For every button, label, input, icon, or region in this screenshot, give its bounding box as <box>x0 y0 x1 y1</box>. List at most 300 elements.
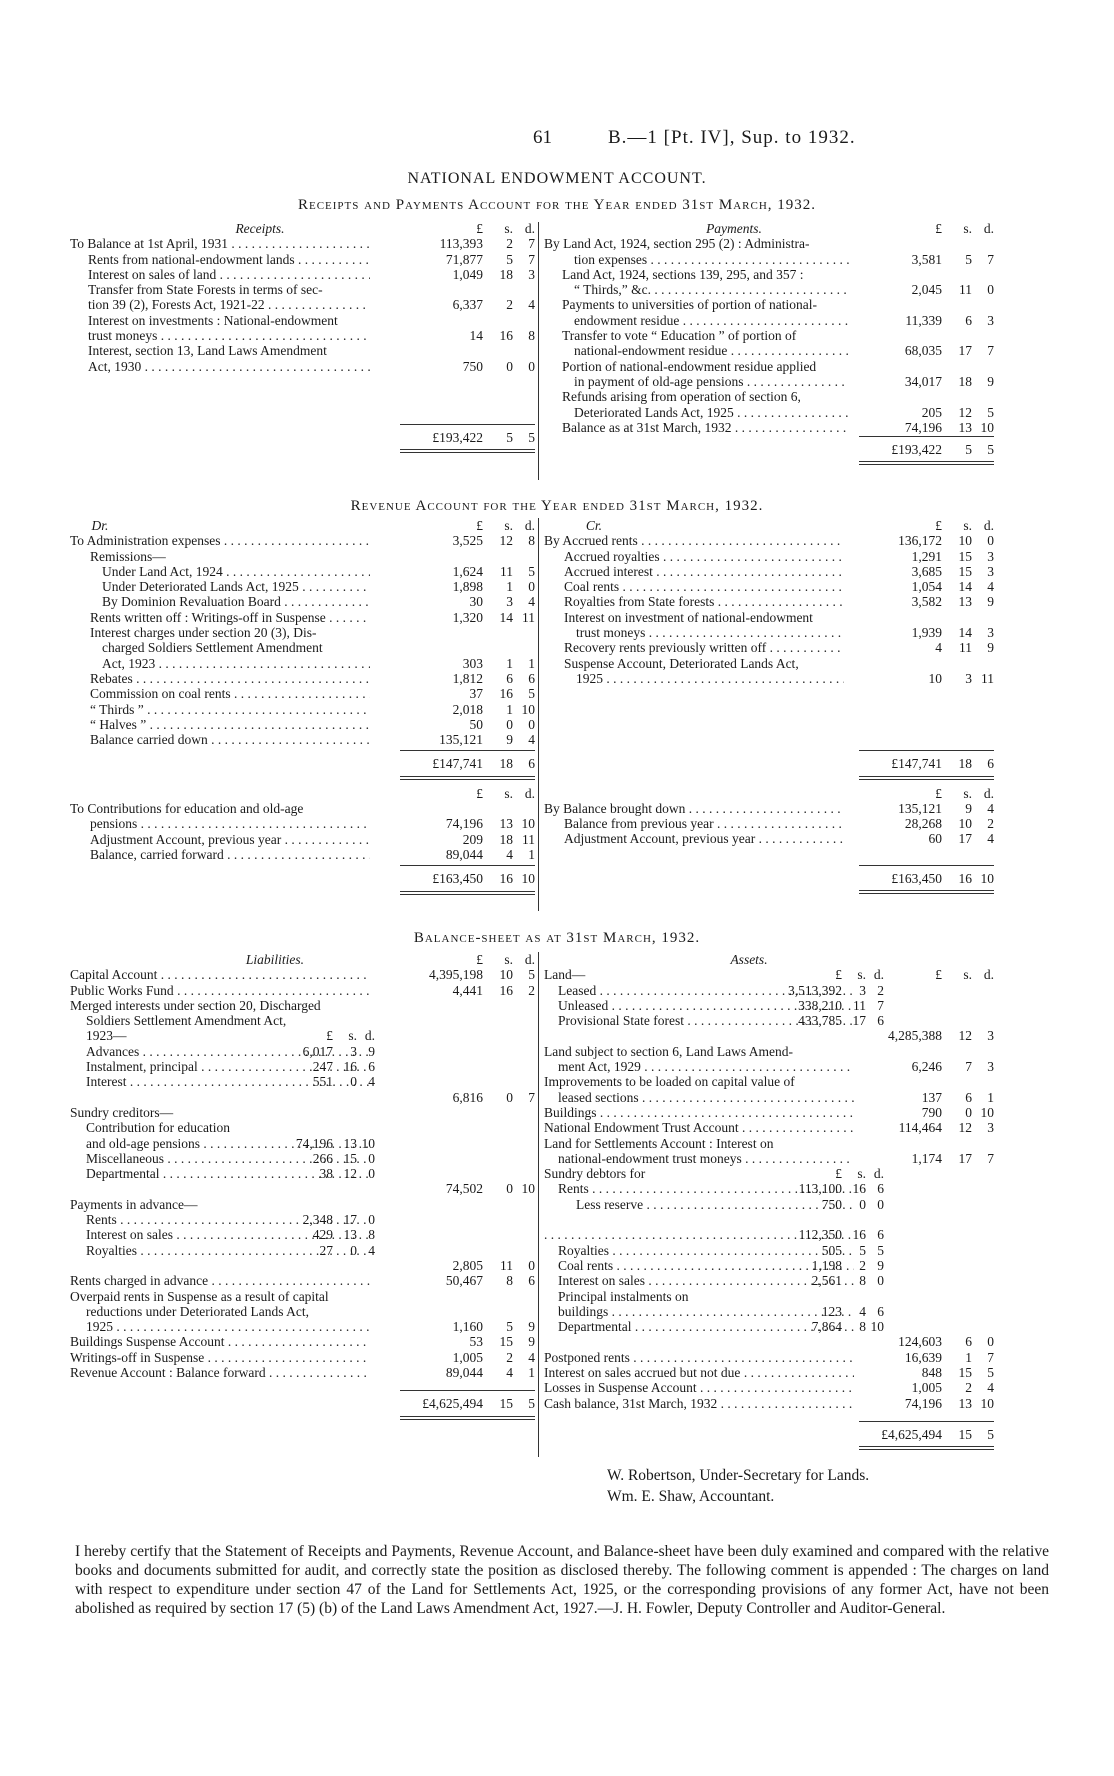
payments-row <box>544 405 994 420</box>
assets-pounds: 74,196 <box>904 1395 942 1411</box>
revenue-cr-row <box>544 549 994 564</box>
liabilities-total-pounds: £4,625,494 <box>422 1396 483 1412</box>
revenue-cr-heading-label: Cr. <box>585 518 603 533</box>
receipts-col-s: s. <box>504 221 513 236</box>
liabilities-total <box>70 1396 535 1411</box>
assets-row <box>544 967 994 982</box>
revenue-dr-label <box>90 732 370 747</box>
liabilities-row <box>70 1350 535 1365</box>
payments-row <box>544 389 994 404</box>
revenue-cr-row <box>544 625 994 640</box>
revenue-cr-total-rule-top <box>859 750 994 752</box>
revenue-cr2-shillings: 10 <box>958 816 972 832</box>
revenue-dr-label <box>90 610 370 625</box>
revenue-dr-label-text: Interest charges under section 20 (3), Dis- <box>90 625 317 641</box>
assets-row <box>544 1350 994 1365</box>
liabilities-label <box>70 1105 370 1120</box>
liabilities-pence: 9 <box>528 1319 535 1335</box>
revenue-dr-label-text: Balance carried down <box>90 732 208 748</box>
revenue-dr-row <box>70 594 535 609</box>
revenue-cr-label <box>564 549 844 564</box>
liabilities-row <box>70 1227 535 1242</box>
revenue-cr-shillings: 15 <box>958 548 972 564</box>
receipts-total-pounds: £193,422 <box>432 429 483 445</box>
liabilities-inner-pounds: 247 <box>312 1059 333 1075</box>
assets-inner-pounds: 123 <box>821 1303 842 1319</box>
assets-pence: 3 <box>987 1120 994 1136</box>
revenue-cr-label-text: By Accrued rents <box>544 533 638 549</box>
revenue-dr-pounds: 1,624 <box>452 563 483 579</box>
liabilities-pence: 9 <box>528 1334 535 1350</box>
receipts-pounds: 113,393 <box>439 236 483 252</box>
revenue-dr-label <box>90 549 370 564</box>
liabilities-inner-pounds: 38 <box>319 1166 333 1182</box>
liabilities-label-text: Rents <box>86 1212 117 1228</box>
assets-row <box>544 1074 994 1089</box>
revenue-cr2-pounds: 60 <box>928 831 942 847</box>
assets-label <box>544 1074 854 1089</box>
revenue-cr2-label-text: Adjustment Account, previous year <box>564 831 756 847</box>
liabilities-label <box>70 1365 370 1380</box>
payments-heading <box>544 221 994 236</box>
liabilities-inner-pence: 10 <box>361 1135 375 1151</box>
receipts-shillings: 2 <box>506 297 513 313</box>
assets-inner-pounds: 3,513,392 <box>788 982 842 998</box>
assets-row <box>544 1289 994 1304</box>
revenue-dr-label-text: Under Land Act, 1924 <box>102 563 223 579</box>
revenue-cr-col-d: d. <box>983 518 994 533</box>
revenue-dr-label <box>70 533 370 548</box>
assets-inner-shillings: 17 <box>852 1013 866 1029</box>
revenue-dr-shillings: 1 <box>506 655 513 671</box>
receipts-row <box>70 236 535 251</box>
payments-col-d: d. <box>983 221 994 236</box>
assets-inner-pounds: 750 <box>821 1196 842 1212</box>
revenue-dr-shillings: 14 <box>499 609 513 625</box>
receipts-col-pound: £ <box>476 221 483 236</box>
assets-label-text: Leased <box>558 982 597 998</box>
revenue-dr-label <box>90 717 370 732</box>
payments-table <box>544 221 994 465</box>
assets-inner-shillings: 0 <box>859 1196 866 1212</box>
spacer <box>544 1411 994 1421</box>
assets-inner-shillings: 4 <box>859 1303 866 1319</box>
revenue-dr-col-s: s. <box>504 785 513 801</box>
receipts-row <box>70 359 535 374</box>
revenue-cr-total-pence: 6 <box>987 756 994 772</box>
revenue-cr-pounds: 10 <box>928 670 942 686</box>
liabilities-label-text: Capital Account <box>70 967 158 983</box>
liabilities-shillings: 2 <box>506 1349 513 1365</box>
revenue-dr-row <box>70 656 535 671</box>
liabilities-label-text: Revenue Account : Balance forward <box>70 1365 266 1381</box>
revenue-dr-total2-shillings: 16 <box>499 871 513 887</box>
assets-label-text: Sundry debtors for <box>544 1166 646 1182</box>
assets-label-text: National Endowment Trust Account <box>544 1120 739 1136</box>
assets-inner-pounds: 433,785 <box>798 1013 842 1029</box>
receipts-row <box>70 252 535 267</box>
revenue-dr-col-d: d. <box>524 518 535 533</box>
liabilities-pounds: 89,044 <box>445 1365 483 1381</box>
liabilities-shillings: 0 <box>506 1089 513 1105</box>
revenue-cr-label-text: Interest on investment of national-endowment <box>564 609 813 625</box>
assets-label-text: Principal instalments on <box>558 1288 689 1304</box>
liabilities-row <box>70 1151 535 1166</box>
liabilities-inner-pounds: 74,196 <box>295 1135 333 1151</box>
assets-shillings: 6 <box>965 1089 972 1105</box>
assets-label-text: Unleased <box>558 997 609 1013</box>
payments-label <box>562 359 849 374</box>
payments-total-rule-bottom <box>859 461 994 465</box>
liabilities-label <box>86 1013 370 1028</box>
assets-label-text: Interest on sales <box>558 1273 645 1289</box>
assets-inner-pounds: 112,350 <box>798 1227 842 1243</box>
revenue-cr-row <box>544 671 994 686</box>
assets-inner-shillings: s. <box>857 1166 866 1182</box>
revenue-cr-label <box>576 625 844 640</box>
assets-row <box>544 1197 994 1212</box>
assets-inner-shillings: 8 <box>859 1319 866 1335</box>
liabilities-label-text: Interest <box>86 1074 127 1090</box>
assets-inner-pence: 7 <box>877 997 884 1013</box>
revenue-dr2-label <box>90 832 370 847</box>
revenue-dr-row <box>70 686 535 701</box>
revenue-dr-col-s: s. <box>504 518 513 533</box>
assets-row <box>544 1105 994 1120</box>
revenue-dr2-pence: 1 <box>528 846 535 862</box>
liabilities-heading <box>70 952 535 967</box>
receipts-pence: 4 <box>528 297 535 313</box>
revenue-dr-total2 <box>70 871 535 886</box>
assets-label <box>544 1380 854 1395</box>
separator-balance <box>538 952 539 1457</box>
liabilities-total-rule-top <box>400 1390 535 1392</box>
revenue-cr2-row <box>544 831 994 846</box>
assets-label-text: national-endowment trust moneys <box>558 1150 742 1166</box>
assets-shillings: 1 <box>965 1349 972 1365</box>
liabilities-inner-shillings: 12 <box>343 1166 357 1182</box>
revenue-dr2-label-text: pensions <box>90 816 138 832</box>
payments-label <box>562 328 849 343</box>
receipts-heading <box>70 221 535 236</box>
revenue-dr-label <box>102 640 370 655</box>
receipts-total-shillings: 5 <box>506 429 513 445</box>
receipts-total-rule-top <box>400 424 535 426</box>
revenue-dr-pounds: 2,018 <box>452 701 483 717</box>
revenue-cr-total2 <box>544 871 994 886</box>
revenue-cr2-pence: 4 <box>987 831 994 847</box>
receipts-shillings: 5 <box>506 251 513 267</box>
liabilities-shillings: 4 <box>506 1365 513 1381</box>
assets-inner-shillings: 8 <box>859 1273 866 1289</box>
assets-pounds: 124,603 <box>898 1334 942 1350</box>
revenue-title: Revenue Account for the Year ended 31st March, 1932. <box>350 498 764 514</box>
liabilities-total-shillings: 15 <box>499 1396 513 1412</box>
receipts-pence: 7 <box>528 236 535 252</box>
revenue-dr-row <box>70 610 535 625</box>
payments-pence: 3 <box>987 312 994 328</box>
revenue-dr-pence: 6 <box>528 670 535 686</box>
liabilities-row <box>70 1059 535 1074</box>
payments-shillings: 18 <box>958 373 972 389</box>
payments-label <box>574 252 849 267</box>
liabilities-inner-shillings: 3 <box>350 1043 357 1059</box>
payments-pounds: 205 <box>921 404 942 420</box>
assets-pounds: 4,285,388 <box>888 1028 942 1044</box>
receipts-total-pence: 5 <box>528 429 535 445</box>
revenue-dr-pounds: 135,121 <box>439 732 483 748</box>
assets-total-pounds: £4,625,494 <box>881 1426 942 1442</box>
revenue-dr-total-rule-top <box>400 750 535 752</box>
revenue-dr-label <box>102 594 370 609</box>
revenue-debit-table <box>70 518 535 895</box>
liabilities-heading-label: Liabilities. <box>245 952 305 967</box>
revenue-cr-shillings: 15 <box>958 563 972 579</box>
liabilities-label-text: Miscellaneous <box>86 1150 164 1166</box>
assets-row <box>544 1227 994 1242</box>
payments-pounds: 11,339 <box>905 312 942 328</box>
page-number: 61 <box>533 127 552 148</box>
liabilities-pence: 2 <box>528 982 535 998</box>
receipts-label <box>88 282 370 297</box>
assets-total-rule-top <box>859 1421 994 1423</box>
assets-label-text: Postponed rents <box>544 1349 630 1365</box>
assets-pence: 7 <box>987 1150 994 1166</box>
receipts-label-text: Interest on sales of land <box>88 266 217 282</box>
revenue-dr-row <box>70 717 535 732</box>
payments-pounds: 74,196 <box>904 419 942 435</box>
liabilities-pence: 0 <box>528 1257 535 1273</box>
liabilities-pounds: 50,467 <box>445 1273 483 1289</box>
revenue-dr-label-text: “ Halves ” <box>90 716 147 732</box>
liabilities-row <box>70 1090 535 1105</box>
receipts-table <box>70 221 535 453</box>
assets-label-text: Provisional State forest <box>558 1013 684 1029</box>
assets-pence: 10 <box>980 1395 994 1411</box>
liabilities-inner-pounds: £ <box>326 1028 333 1044</box>
revenue-dr-row <box>70 671 535 686</box>
revenue-dr2-shillings: 4 <box>506 846 513 862</box>
payments-label-text: Portion of national-endowment residue applied <box>562 358 817 374</box>
payments-total-shillings: 5 <box>965 442 972 458</box>
payments-total-pence: 5 <box>987 442 994 458</box>
liabilities-row <box>70 1365 535 1380</box>
receipts-shillings: 0 <box>506 358 513 374</box>
assets-row <box>544 1273 994 1288</box>
assets-label <box>544 1136 854 1151</box>
revenue-dr-pounds: 1,320 <box>452 609 483 625</box>
assets-pounds: 6,246 <box>911 1059 942 1075</box>
assets-row <box>544 1166 994 1181</box>
revenue-cr2-pounds: 28,268 <box>904 816 942 832</box>
payments-col-pound: £ <box>935 221 942 236</box>
payments-pence: 0 <box>987 282 994 298</box>
payments-row <box>544 328 994 343</box>
receipts-total <box>70 430 535 445</box>
liabilities-inner-pence: 9 <box>368 1043 375 1059</box>
liabilities-inner-shillings: 13 <box>343 1227 357 1243</box>
revenue-cr-pence: 0 <box>987 533 994 549</box>
assets-pence: 10 <box>980 1104 994 1120</box>
liabilities-pence: 5 <box>528 967 535 983</box>
receipts-row <box>70 343 535 358</box>
payments-shillings: 17 <box>958 343 972 359</box>
assets-label-text: buildings <box>558 1303 609 1319</box>
revenue-dr-row <box>70 640 535 655</box>
receipts-heading-label: Receipts. <box>235 221 285 236</box>
revenue-cr-pence: 3 <box>987 625 994 641</box>
revenue-cr-label <box>564 610 844 625</box>
revenue-cr-pence: 3 <box>987 548 994 564</box>
receipts-label-text: Rents from national-endowment lands <box>88 251 295 267</box>
assets-label-text: Improvements to be loaded on capital value of <box>544 1074 795 1090</box>
revenue-dr-label-text: “ Thirds ” <box>90 701 144 717</box>
receipts-pence: 7 <box>528 251 535 267</box>
revenue-cr-total2-shillings: 16 <box>958 870 972 886</box>
revenue-cr-label-text: Royalties from State forests <box>564 594 715 610</box>
assets-inner-pounds: 113,100 <box>798 1181 842 1197</box>
liabilities-row <box>70 983 535 998</box>
revenue-cr-label <box>544 533 844 548</box>
revenue-cr2-pence: 2 <box>987 816 994 832</box>
liabilities-label-text: 1923— <box>86 1028 127 1044</box>
revenue-dr-pence: 4 <box>528 594 535 610</box>
receipts-label-text: Interest on investments : National-endowment <box>88 312 338 328</box>
assets-inner-pence: 6 <box>877 1303 884 1319</box>
liabilities-inner-pence: 8 <box>368 1227 375 1243</box>
revenue-dr-row <box>70 564 535 579</box>
payments-row <box>544 236 994 251</box>
receipts-total-rule-bottom <box>400 449 535 453</box>
assets-label <box>544 1396 854 1411</box>
receipts-label-text: trust moneys <box>88 328 158 344</box>
assets-label <box>558 1059 854 1074</box>
revenue-dr-total-pounds: £147,741 <box>432 756 483 772</box>
revenue-dr-label-text: By Dominion Revaluation Board <box>102 594 281 610</box>
assets-label-text: Rents <box>558 1181 589 1197</box>
payments-row <box>544 313 994 328</box>
revenue-cr-total2-pounds: £163,450 <box>891 870 942 886</box>
liabilities-inner-shillings: 15 <box>343 1150 357 1166</box>
revenue-cr-shillings: 14 <box>958 579 972 595</box>
revenue-dr-total2-rule-top <box>400 865 535 867</box>
revenue-dr-label <box>102 656 370 671</box>
assets-total <box>544 1427 994 1442</box>
liabilities-col-d: d. <box>524 952 535 967</box>
receipts-label <box>88 267 370 282</box>
revenue-cr-label-text: Accrued interest <box>564 563 653 579</box>
assets-pounds: 1,174 <box>911 1150 942 1166</box>
receipts-label-text: Act, 1930 <box>88 358 142 374</box>
liabilities-row <box>70 1197 535 1212</box>
revenue-dr2-row <box>70 847 535 862</box>
payments-pence: 7 <box>987 343 994 359</box>
payments-row <box>544 359 994 374</box>
payments-label-text: tion expenses <box>574 251 648 267</box>
revenue-cr-row <box>544 564 994 579</box>
revenue-cr-label-text: Recovery rents previously written off <box>564 640 767 656</box>
revenue-cr-total-pounds: £147,741 <box>891 756 942 772</box>
payments-label <box>562 420 849 435</box>
assets-pence: 3 <box>987 1059 994 1075</box>
liabilities-label-text: Soldiers Settlement Amendment Act, <box>86 1013 287 1029</box>
revenue-cr-label <box>576 671 844 686</box>
assets-pence: 3 <box>987 1028 994 1044</box>
spacer <box>70 374 535 424</box>
revenue-cr-row <box>544 640 994 655</box>
liabilities-inner-pounds: 2,348 <box>302 1212 333 1228</box>
revenue-dr-pence: 5 <box>528 563 535 579</box>
assets-inner-pence: 5 <box>877 1242 884 1258</box>
liabilities-label-text: Contribution for education <box>86 1120 230 1136</box>
payments-label-text: Transfer to vote “ Education ” of portion of <box>562 328 797 344</box>
revenue-cr-col-pound: £ <box>935 785 942 801</box>
revenue-cr2-label <box>544 801 844 816</box>
receipts-label <box>88 313 370 328</box>
payments-shillings: 12 <box>958 404 972 420</box>
liabilities-label <box>70 1197 370 1212</box>
liabilities-row <box>70 1243 535 1258</box>
revenue-dr-total2-pounds: £163,450 <box>432 871 483 887</box>
revenue-dr2-label-text: Adjustment Account, previous year <box>90 831 282 847</box>
assets-inner-shillings: 11 <box>853 997 866 1013</box>
liabilities-label-text: Writings-off in Suspense <box>70 1349 205 1365</box>
liabilities-shillings: 10 <box>499 967 513 983</box>
assets-pence: 0 <box>987 1334 994 1350</box>
receipts-label-text: Interest, section 13, Land Laws Amendment <box>88 343 327 359</box>
liabilities-pounds: 4,395,198 <box>429 967 483 983</box>
revenue-cr-total-shillings: 18 <box>958 756 972 772</box>
assets-row <box>544 1044 994 1059</box>
assets-label <box>544 1350 854 1365</box>
assets-inner-pence: 6 <box>877 1227 884 1243</box>
page-header <box>0 127 1114 149</box>
liabilities-shillings: 5 <box>506 1319 513 1335</box>
revenue-dr2-row <box>70 816 535 831</box>
assets-pounds: 848 <box>921 1365 942 1381</box>
liabilities-label-text: Rents charged in advance <box>70 1273 209 1289</box>
assets-row <box>544 1319 994 1334</box>
liabilities-row <box>70 1319 535 1334</box>
revenue-dr-row <box>70 549 535 564</box>
revenue-dr-col-pound: £ <box>476 785 483 801</box>
revenue-dr-pence: 1 <box>528 655 535 671</box>
assets-label <box>558 1289 854 1304</box>
receipts-row <box>70 313 535 328</box>
revenue-cr-col-pound: £ <box>935 518 942 533</box>
revenue-cr-pence: 9 <box>987 640 994 656</box>
revenue-dr-label-text: Rebates <box>90 670 133 686</box>
liabilities-row <box>70 1273 535 1288</box>
liabilities-row <box>70 1105 535 1120</box>
revenue-dr2-row <box>70 801 535 816</box>
payments-heading-label: Payments. <box>706 221 762 236</box>
liabilities-pence: 4 <box>528 1349 535 1365</box>
assets-row <box>544 1304 994 1319</box>
revenue-dr-shillings: 3 <box>506 594 513 610</box>
revenue-dr-total-pence: 6 <box>528 756 535 772</box>
revenue-dr-total <box>70 756 535 771</box>
revenue-cr-label <box>564 656 844 671</box>
revenue-dr-pounds: 50 <box>469 716 483 732</box>
liabilities-label-text: Instalment, principal <box>86 1059 198 1075</box>
revenue-dr-total2-pence: 10 <box>521 871 535 887</box>
receipts-label <box>88 328 370 343</box>
revenue-cr-pounds: 136,172 <box>898 533 942 549</box>
liabilities-label <box>86 1304 370 1319</box>
revenue-dr-total-shillings: 18 <box>499 756 513 772</box>
payments-row <box>544 267 994 282</box>
